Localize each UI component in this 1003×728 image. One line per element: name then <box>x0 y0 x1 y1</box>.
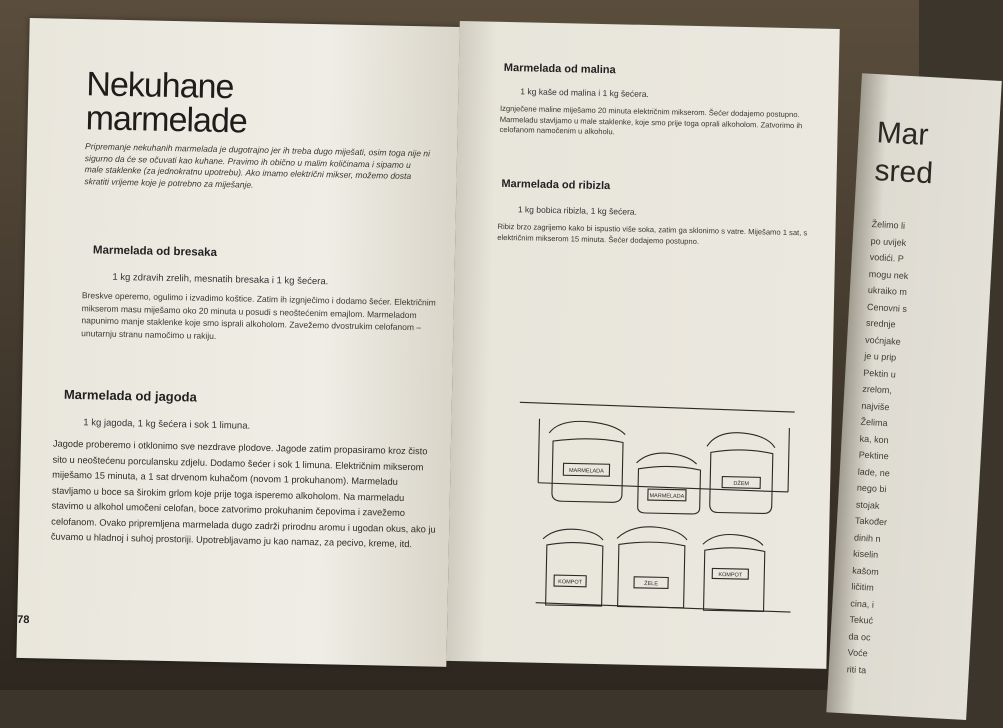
next-page-fragment: nego bi <box>856 482 887 495</box>
jar-bottom-1 <box>542 529 604 607</box>
jar-top-3 <box>706 432 776 514</box>
next-page-fragment: da oc <box>848 630 871 643</box>
next-page-fragment: najviše <box>861 400 890 412</box>
next-page-fragment: ličitim <box>851 581 875 593</box>
text-malina: Izgnječene maline miješamo 20 minuta električnim mikserom. Šećer dodajemo postupno. Marmeladu stavljamo u male staklenke, koje smo prije toga oprali alkoholom. Zatvorimo ih celofanom namočenim u alkoholu. <box>499 103 803 137</box>
next-page-fragment: zrelom, <box>862 383 893 396</box>
page-title <box>85 65 248 141</box>
next-page-fragment: voćnjake <box>864 334 901 347</box>
jar-label-3: DŽEM <box>733 480 750 488</box>
next-page-fragment: Cenovni s <box>866 301 908 314</box>
next-page-fragment: po uvijek <box>870 235 907 248</box>
ingredients-malina: 1 kg kaše od malina i 1 kg šećera. <box>520 86 649 99</box>
next-page-fragment: Pektine <box>858 449 889 462</box>
next-page-fragment: Također <box>854 515 888 528</box>
heading-ribizla: Marmelada od ribizla <box>501 177 611 193</box>
jar-label-1: MARMELADA <box>568 467 604 475</box>
jar-label-2: MARMELADA <box>649 493 685 500</box>
jar-top-1 <box>548 421 626 503</box>
next-page-fragment: lade, ne <box>857 466 891 478</box>
jar-label-5: ŽELE <box>644 580 659 588</box>
next-page-title <box>874 114 937 193</box>
next-page-fragment: Tekuć <box>849 614 874 626</box>
next-page-fragments <box>846 216 982 683</box>
heading-bresaka: Marmelada od bresaka <box>92 244 218 259</box>
next-page-fragment: Želimo li <box>871 218 906 231</box>
heading-jagoda: Marmelada od jagoda <box>63 386 197 405</box>
next-page-fragment: kašom <box>852 564 880 577</box>
next-page-fragment: Voće <box>847 647 868 659</box>
next-page-fragment: ka, kon <box>859 433 889 445</box>
jar-top-2 <box>636 453 701 515</box>
right-page <box>446 21 839 669</box>
next-page-fragment: vodići. P <box>869 251 905 264</box>
next-page-fragment: Pektin u <box>863 367 897 380</box>
ingredients-ribizla: 1 kg bobica ribizla, 1 kg šećera. <box>517 204 638 217</box>
next-page-fragment: mogu nek <box>868 268 909 281</box>
text-bresaka: Breskve operemo, ogulimo i izvadimo koštice. Zatim ih izgnječimo i dodamo šećer. Električnim mikserom masu miješamo oko 20 minuta u posudi s neoštećenim emajlom. Marmeladom napunimo manje staklenke koje smo isprali alkoholom. Zavežemo dvostrukim celofanom – unutarnju stranu namočimo u rakiju. <box>81 290 436 341</box>
shelf-middle <box>538 483 788 492</box>
jars-illustration <box>505 392 800 628</box>
next-page-edge <box>826 73 1002 720</box>
title-line-1: Nekuhane <box>86 65 234 107</box>
heading-malina: Marmelada od malina <box>503 61 616 77</box>
next-title-line-1: Mar <box>875 116 930 152</box>
next-title-line-2: sred <box>873 154 934 191</box>
jar-label-6: KOMPOT <box>718 572 743 579</box>
next-page-fragment: riti ta <box>846 663 867 675</box>
ingredients-bresaka: 1 kg zdravih zrelih, mesnatih bresaka i 1 kg šećera. <box>112 271 329 288</box>
open-book <box>15 8 989 728</box>
next-page-fragment: ukraiko m <box>867 284 908 298</box>
next-page-fragment: je u prip <box>863 350 897 363</box>
text-jagoda: Jagode proberemo i otklonimo sve nezdrave plodove. Jagode zatim propasiramo kroz čisto sito u neoštećenu porculansku zdjelu. Dodamo šećer i sok 1 limuna. Električnim mikserom miješamo 15 minuta, a 1 sat drvenom kuhačom (novom 1 prokuhanom). Marmeladu stavljamo u boce sa širokim grlom koje prije toga isperemo alkoholom. Na marmeladu stavimo u alkohol umočeni celofan, boce zatvorimo prokuhanim čepovima i zavežemo celofanom. Ovako pripremljena marmelada dugo zadrži prirodnu aromu i ugodan okus, ako ju čuvamo u hladnoj i suhoj prostoriji. Upotrebljavamo ju kao namaz, za pecivo, kreme, itd. <box>50 438 436 550</box>
next-page-fragment: stojak <box>855 499 880 511</box>
ingredients-jagoda: 1 kg jagoda, 1 kg šećera i sok 1 limuna. <box>83 417 251 432</box>
title-line-2: marmelade <box>85 99 248 141</box>
text-ribizla: Ribiz brzo zagrijemo kako bi ispustio više soka, zatim ga sklonimo s vatre. Miješamo 1 sat, s električnim mikserom 15 minuta. Šećer dodajemo postupno. <box>497 221 808 246</box>
next-page-fragment: kiselin <box>852 548 879 560</box>
jar-bottom-2 <box>616 526 688 608</box>
intro-paragraph: Pripremanje nekuhanih marmelada je dugotrajno jer ih treba dugo miješati, osim toga nije ni sigurno da će se očuvati kao kuhane. Pravimo ih obično u malim količinama i sipamo u male staklenke (za jednokratnu upotrebu). Ako imamo električni mikser, možemo dosta skratiti vrijeme koje je potrebno za miješanje. <box>84 141 431 190</box>
page-number: 78 <box>17 613 30 627</box>
next-page-fragment: srednje <box>865 317 896 330</box>
next-page-fragment: dinih n <box>853 531 881 544</box>
left-page <box>16 18 459 667</box>
shelf-top-line <box>520 402 795 412</box>
next-page-fragment: cina, i <box>850 597 875 610</box>
next-page-fragment: Želima <box>860 416 888 429</box>
jar-label-4: KOMPOT <box>558 579 583 586</box>
